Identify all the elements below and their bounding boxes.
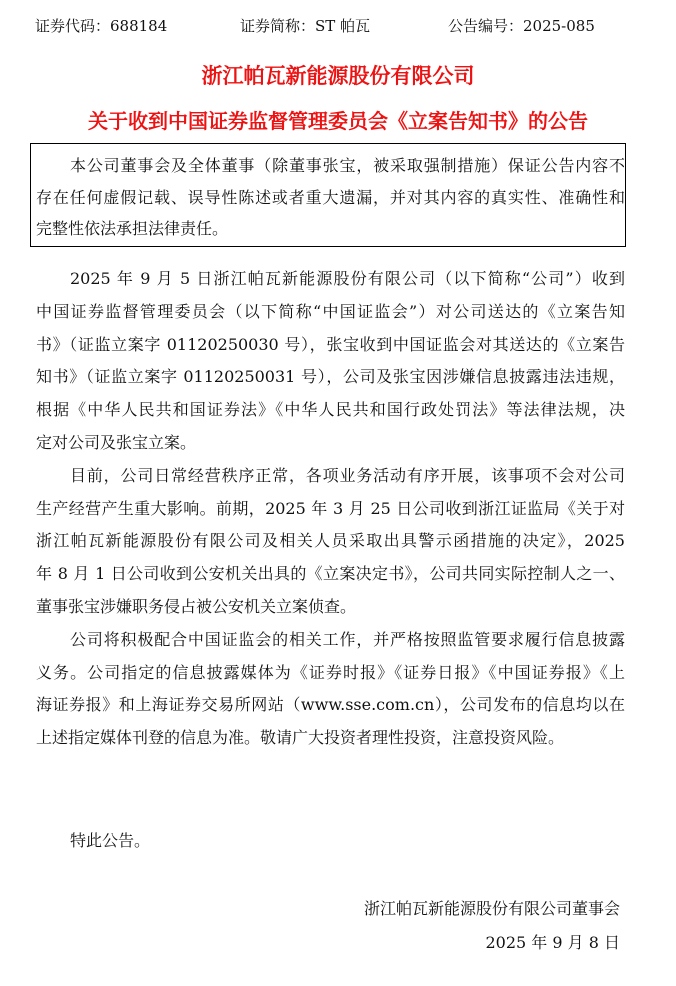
- text-line: 上述指定媒体刊登的信息为准。敬请广大投资者理性投资，注意投资风险。: [36, 728, 565, 748]
- text-line: 知书》（证监立案字 01120250031 号），公司及张宝因涉嫌信息披露违法违规，: [36, 367, 625, 387]
- text-line: 2025 年 9 月 5 日浙江帕瓦新能源股份有限公司（以下简称“公司”）收到: [70, 269, 625, 288]
- date: 2025 年 9 月 8 日: [485, 933, 620, 952]
- text-line: 定对公司及张宝立案。: [36, 433, 197, 452]
- text-line: 根据《中华人民共和国证券法》《中华人民共和国行政处罚法》等法律法规，决: [36, 400, 625, 420]
- company-title: 浙江帕瓦新能源股份有限公司: [201, 64, 475, 88]
- text-line: 存在任何虚假记载、误导性陈述或者重大遗漏，并对其内容的真实性、准确性和: [36, 187, 625, 207]
- text-line: 生产经营产生重大影响。前期，2025 年 3 月 25 日公司收到浙江证监局《关于对: [36, 498, 625, 518]
- closing: 特此公告。: [70, 831, 151, 850]
- security-short-name: 证券简称：ST 帕瓦: [240, 17, 371, 35]
- text-line: 书》（证监立案字 01120250030 号），张宝收到中国证监会对其送达的《立案告: [36, 334, 625, 354]
- text-line: 中国证券监督管理委员会（以下简称“中国证监会”）对公司送达的《立案告知: [36, 301, 625, 321]
- text-line: 本公司董事会及全体董事（除董事张宝，被采取强制措施）保证公告内容不: [70, 156, 625, 175]
- text-line: 浙江帕瓦新能源股份有限公司及相关人员采取出具警示函措施的决定》，2025: [36, 531, 625, 551]
- text-line: 义务。公司指定的信息披露媒体为《证券时报》《证券日报》《中国证券报》《上: [36, 662, 625, 682]
- notice-number: 公告编号：2025-085: [448, 17, 595, 35]
- text-line: 目前，公司日常经营秩序正常，各项业务活动有序开展，该事项不会对公司: [70, 465, 625, 485]
- text-line: 董事张宝涉嫌职务侵占被公安机关立案侦查。: [36, 597, 357, 616]
- security-code: 证券代码：688184: [35, 17, 168, 35]
- text-line: 海证券报》和上海证券交易所网站（www.sse.com.cn），公司发布的信息均以在: [36, 695, 625, 715]
- text-line: 年 8 月 1 日公司收到公安机关出具的《立案决定书》，公司共同实际控制人之一、: [36, 564, 625, 584]
- text-line: 公司将积极配合中国证监会的相关工作，并严格按照监管要求履行信息披露: [70, 629, 625, 649]
- text-line: 完整性依法承担法律责任。: [36, 219, 229, 238]
- notice-title: 关于收到中国证券监督管理委员会《立案告知书》的公告: [88, 109, 588, 133]
- signature: 浙江帕瓦新能源股份有限公司董事会: [363, 899, 620, 918]
